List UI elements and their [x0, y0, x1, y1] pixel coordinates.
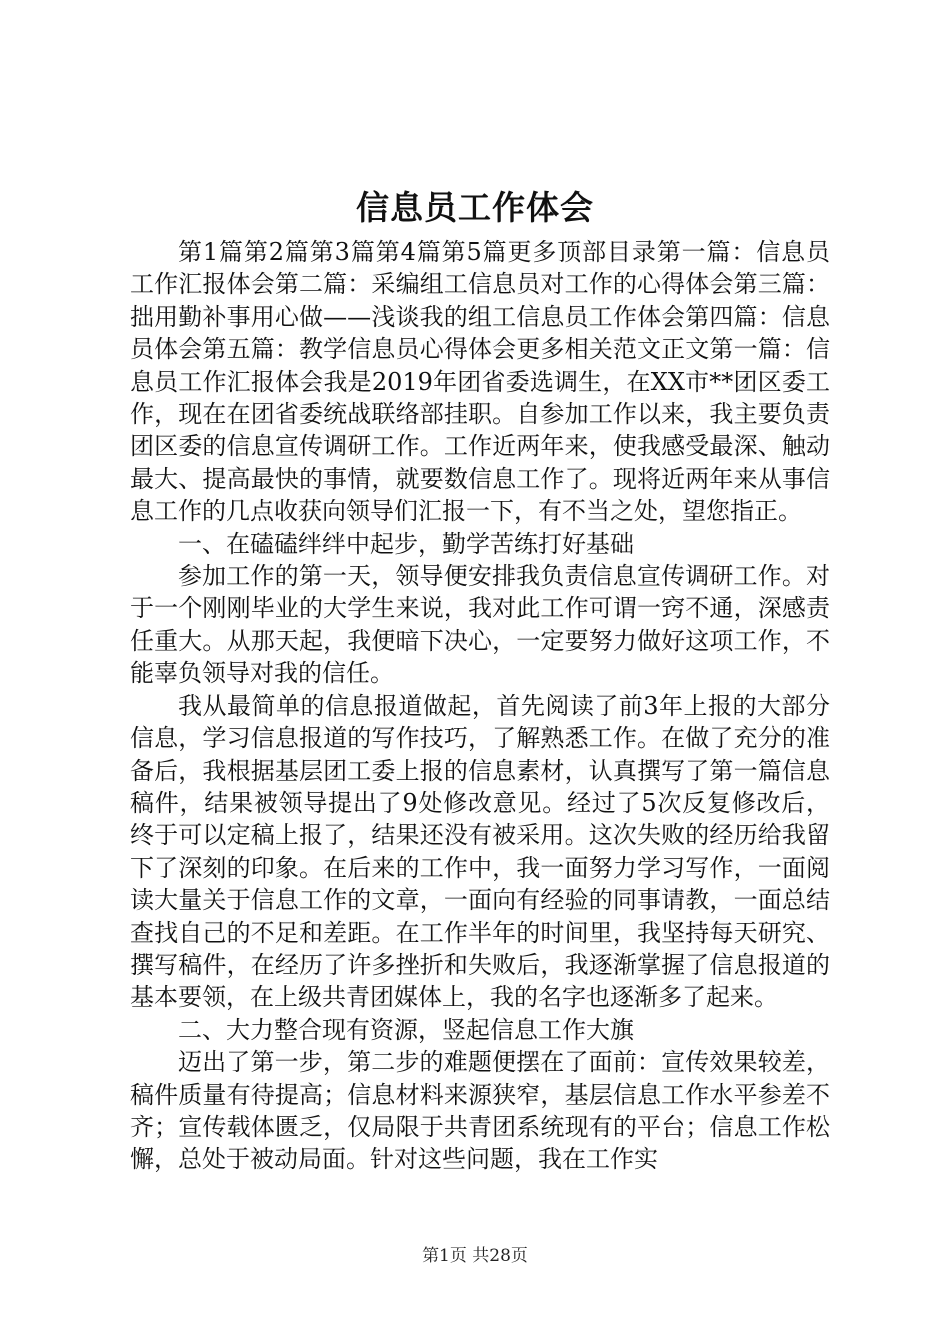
paragraph-intro: 第1篇第2篇第3篇第4篇第5篇更多顶部目录第一篇：信息员工作汇报体会第二篇：采编组工信息员对工作的心得体会第三篇：拙用勤补事用心做——浅谈我的组工信息员工作体会第四篇：信息员体会第五篇：教学信息员心得体会更多相关范文正文第一篇：信息员工作汇报体会我是2019年团省委选调生，在XX市**团区委工作，现在在团省委统战联络部挂职。自参加工作以来，我主要负责团区委的信息宣传调研工作。工作近两年来，使我感受最深、触动最大、提高最快的事情，就要数信息工作了。现将近两年来从事信息工作的几点收获向领导们汇报一下，有不当之处，望您指正。 [130, 238, 830, 526]
section-heading-1: 一、在磕磕绊绊中起步，勤学苦练打好基础 [178, 529, 634, 558]
document-body [130, 236, 830, 1176]
document-title: 信息员工作体会 [356, 188, 594, 227]
section-heading-2: 二、大力整合现有资源，竖起信息工作大旗 [178, 1015, 634, 1044]
page-footer: 第1页 共28页 [422, 1246, 528, 1266]
paragraph-2: 我从最简单的信息报道做起，首先阅读了前3年上报的大部分信息，学习信息报道的写作技巧，了解熟悉工作。在做了充分的准备后，我根据基层团工委上报的信息素材，认真撰写了第一篇信息稿件，结果被领导提出了9处修改意见。经过了5次反复修改后，终于可以定稿上报了，结果还没有被采用。这次失败的经历给我留下了深刻的印象。在后来的工作中，我一面努力学习写作，一面阅读大量关于信息工作的文章，一面向有经验的同事请教，一面总结查找自己的不足和差距。在工作半年的时间里，我坚持每天研究、撰写稿件，在经历了许多挫折和失败后，我逐渐掌握了信息报道的基本要领，在上级共青团媒体上，我的名字也逐渐多了起来。 [130, 691, 830, 1012]
paragraph-1: 参加工作的第一天，领导便安排我负责信息宣传调研工作。对于一个刚刚毕业的大学生来说，我对此工作可谓一窍不通，深感责任重大。从那天起，我便暗下决心，一定要努力做好这项工作，不能辜负领导对我的信任。 [130, 562, 830, 688]
paragraph-3: 迈出了第一步，第二步的难题便摆在了面前：宣传效果较差，稿件质量有待提高；信息材料来源狭窄，基层信息工作水平参差不齐；宣传载体匮乏，仅局限于共青团系统现有的平台；信息工作松懈，总处于被动局面。针对这些问题，我在工作实 [130, 1048, 830, 1174]
